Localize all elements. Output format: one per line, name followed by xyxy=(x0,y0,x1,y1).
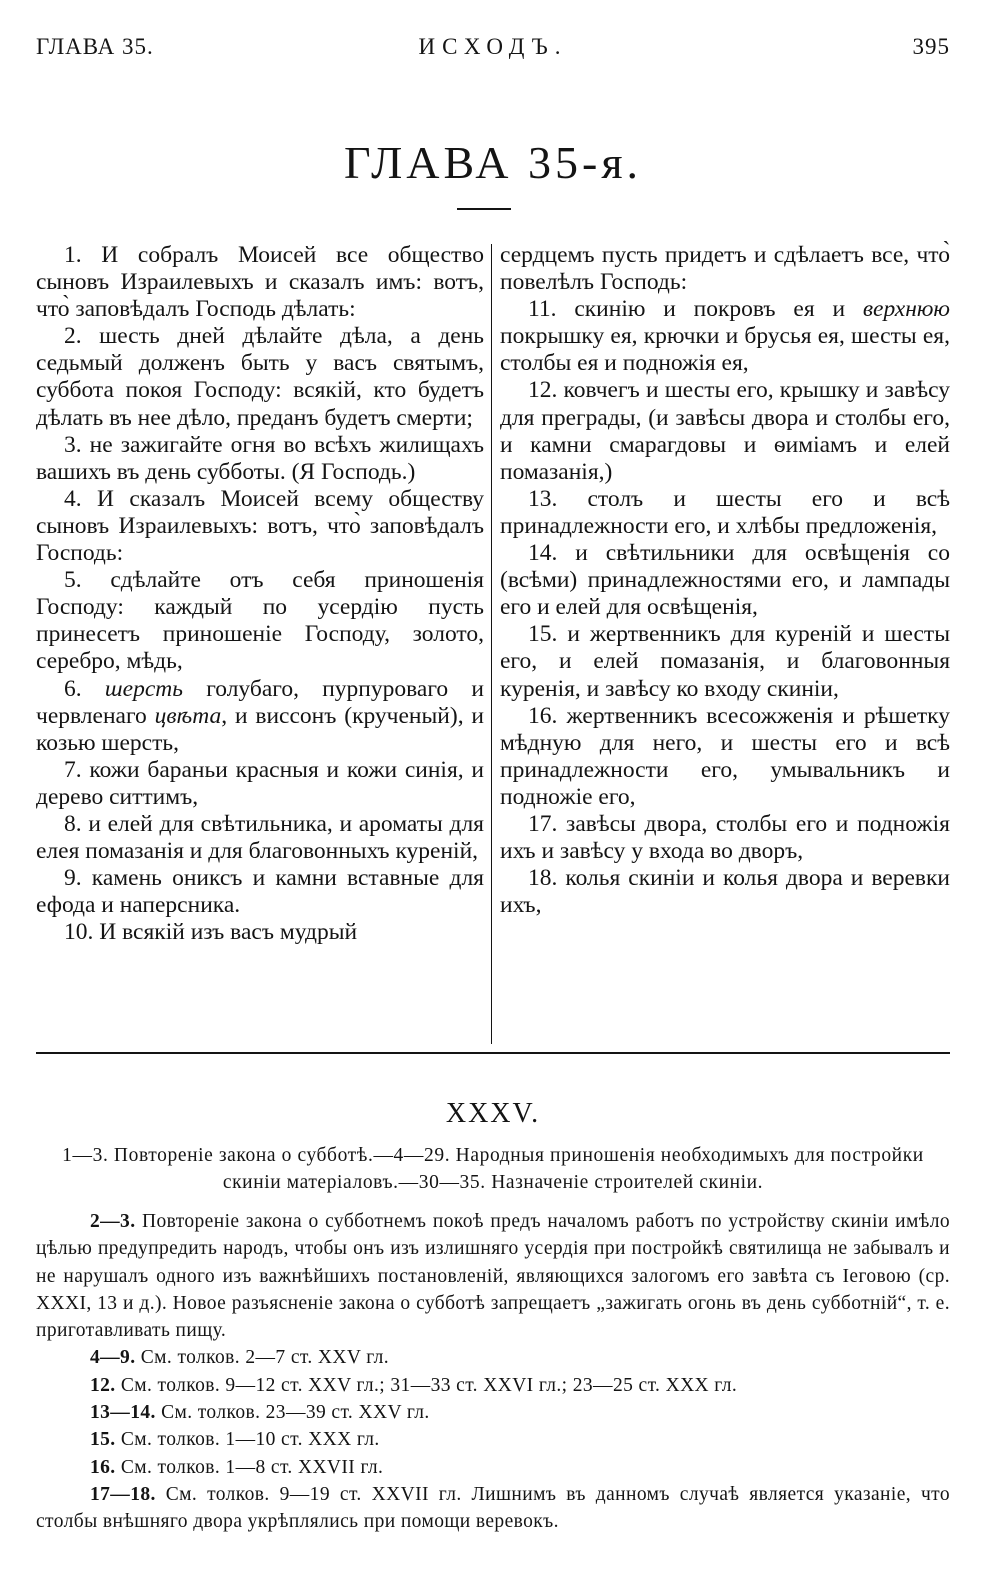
note-text: См. толков. 9—12 ст. XXV гл.; 31—33 ст. XXVI гл.; 23—25 ст. XXX гл. xyxy=(120,1374,738,1396)
note-reference: 12. xyxy=(90,1374,116,1396)
note-reference: 13—14. xyxy=(90,1402,156,1424)
commentary-note xyxy=(36,1372,950,1399)
verse-text: голубаго, пурпуроваго и червленаго xyxy=(36,675,484,729)
header-book-title: ИСХОДЪ. xyxy=(418,34,568,59)
page-number: 395 xyxy=(912,34,950,59)
verse-text: , и виссонъ (крученый), и козью шерсть, xyxy=(36,702,484,756)
verse: 7. кожи бараньи красныя и кожи синія, и дерево ситтимъ, xyxy=(36,756,484,810)
note-text: См. толков. 1—8 ст. XXVII гл. xyxy=(120,1456,384,1478)
verse: 15. и жертвенникъ для куреній и шесты его, и елей помазанія, и благовонныя куренія, и завѣсу ко входу скиніи, xyxy=(500,621,950,702)
note-text: См. толков. 9—19 ст. XXVII гл. Лишнимъ въ данномъ случаѣ является указаніе, что столбы внѣшняго двора укрѣплялись при помощи веревокъ. xyxy=(36,1483,950,1533)
book-page xyxy=(36,0,950,1588)
left-text-column xyxy=(36,242,484,946)
verse: 5. сдѣлайте отъ себя приношенія Господу: каждый по усердію пусть принесетъ приношеніе Господу, золото, серебро, мѣдь, xyxy=(36,567,484,675)
verse-text: 11. скинію и покровъ ея и xyxy=(528,296,863,323)
title-divider xyxy=(457,208,511,210)
commentary-body xyxy=(36,1208,950,1536)
verse-text: 6. xyxy=(64,675,105,702)
verse: 12. ковчегъ и шесты его, крышку и завѣсу для преграды, (и завѣсы двора и столбы его, и камни смарагдовы и ѳиміамъ и елей помазанія,) xyxy=(500,377,950,485)
verse-italic-text: верхнюю xyxy=(862,296,950,323)
note-text: Повтореніе закона о субботнемъ покоѣ предъ началомъ работъ по устройству скиніи имѣло цѣлью предупредить народъ, чтобы онъ изъ излишняго усердія при постройкѣ святилища не забывалъ и не нарушалъ одного изъ важнѣйшихъ постановленій, являющихся залогомъ его завѣта съ Іеговою (ср. XXXI, 13 и д.). Новое разъясненіе закона о субботѣ запрещаетъ „зажигать огонь въ день субботній“, т. е. приготавливать пищу. xyxy=(36,1211,950,1342)
verse: 8. и елей для свѣтильника, и ароматы для елея помазанія и для благовонныхъ куреній, xyxy=(36,810,484,865)
right-text-column xyxy=(500,242,950,919)
note-text: См. толков. 2—7 ст. XXV гл. xyxy=(140,1347,390,1369)
commentary-note xyxy=(36,1454,950,1481)
verse: 18. колья скиніи и колья двора и веревки ихъ, xyxy=(500,865,950,919)
verse xyxy=(36,676,484,757)
verse: 13. столъ и шесты его и всѣ принадлежности его, и хлѣбы предложенія, xyxy=(500,485,950,539)
note-text: См. толков. 23—39 ст. XXV гл. xyxy=(161,1402,430,1424)
verse: 1. И собралъ Моисей все общество сыновъ Израилевыхъ и сказалъ имъ: вотъ, что̀ заповѣдалъ Господь дѣлать: xyxy=(36,242,484,323)
commentary-note xyxy=(36,1426,950,1453)
note-reference: 4—9. xyxy=(90,1347,136,1369)
commentary-note xyxy=(36,1399,950,1426)
commentary-note xyxy=(36,1481,950,1536)
note-reference: 17—18. xyxy=(90,1483,156,1505)
note-reference: 2—3. xyxy=(90,1211,136,1232)
verse-italic-text: шерсть xyxy=(104,675,183,702)
note-text: См. толков. 1—10 ст. XXX гл. xyxy=(120,1429,380,1451)
verse: 2. шесть дней дѣлайте дѣла, а день седьмый долженъ быть у васъ святымъ, суббота покоя Господу: всякій, кто будетъ дѣлать въ нее дѣло, преданъ будетъ смерти; xyxy=(36,323,484,431)
header-chapter-label: ГЛАВА 35. xyxy=(36,34,154,59)
commentary-summary: 1—3. Повтореніе закона о субботѣ.—4—29. Народныя приношенія необходимыхъ для постройки скиніи матеріаловъ.—30—35. Назначеніе строителей скиніи. xyxy=(62,1145,924,1193)
commentary-note xyxy=(36,1208,950,1344)
verse: 17. завѣсы двора, столбы его и подножія ихъ и завѣсу у входа во дворъ, xyxy=(500,810,950,865)
verse: 16. жертвенникъ всесожженія и рѣшетку мѣдную для него, и шесты его и всѣ принадлежности его, умывальникъ и подножіе его, xyxy=(500,702,950,810)
column-divider xyxy=(491,244,492,1044)
note-reference: 15. xyxy=(90,1429,116,1451)
verse-text: покрышку ея, крючки и брусья ея, шесты ея, столбы ея и подножія ея, xyxy=(500,323,950,377)
verse-italic-text: цвѣта xyxy=(154,702,222,729)
verse: 9. камень ониксъ и камни вставные для ефода и наперсника. xyxy=(36,865,484,919)
commentary-heading: XXXV. xyxy=(445,1098,541,1129)
verse: 3. не зажигайте огня во всѣхъ жилищахъ вашихъ въ день субботы. (Я Господь.) xyxy=(36,431,484,485)
commentary-note xyxy=(36,1344,950,1371)
note-reference: 16. xyxy=(90,1456,116,1478)
verse xyxy=(500,296,950,377)
running-header xyxy=(36,34,950,74)
verse: 10. И всякій изъ васъ мудрый xyxy=(64,919,358,946)
verse: 4. И сказалъ Моисей всему обществу сыновъ Израилевыхъ: вотъ, что̀ заповѣдалъ Господь: xyxy=(36,485,484,567)
text-bottom-rule xyxy=(36,1052,950,1054)
verse: 14. и свѣтильники для освѣщенія со (всѣми) принадлежностями его, и лампады его и елей для освѣщенія, xyxy=(500,540,950,621)
chapter-title: ГЛАВА 35-я. xyxy=(343,137,643,188)
verse-continuation: сердцемъ пусть придетъ и сдѣлаетъ все, что̀ повелѣлъ Господь: xyxy=(500,242,950,296)
